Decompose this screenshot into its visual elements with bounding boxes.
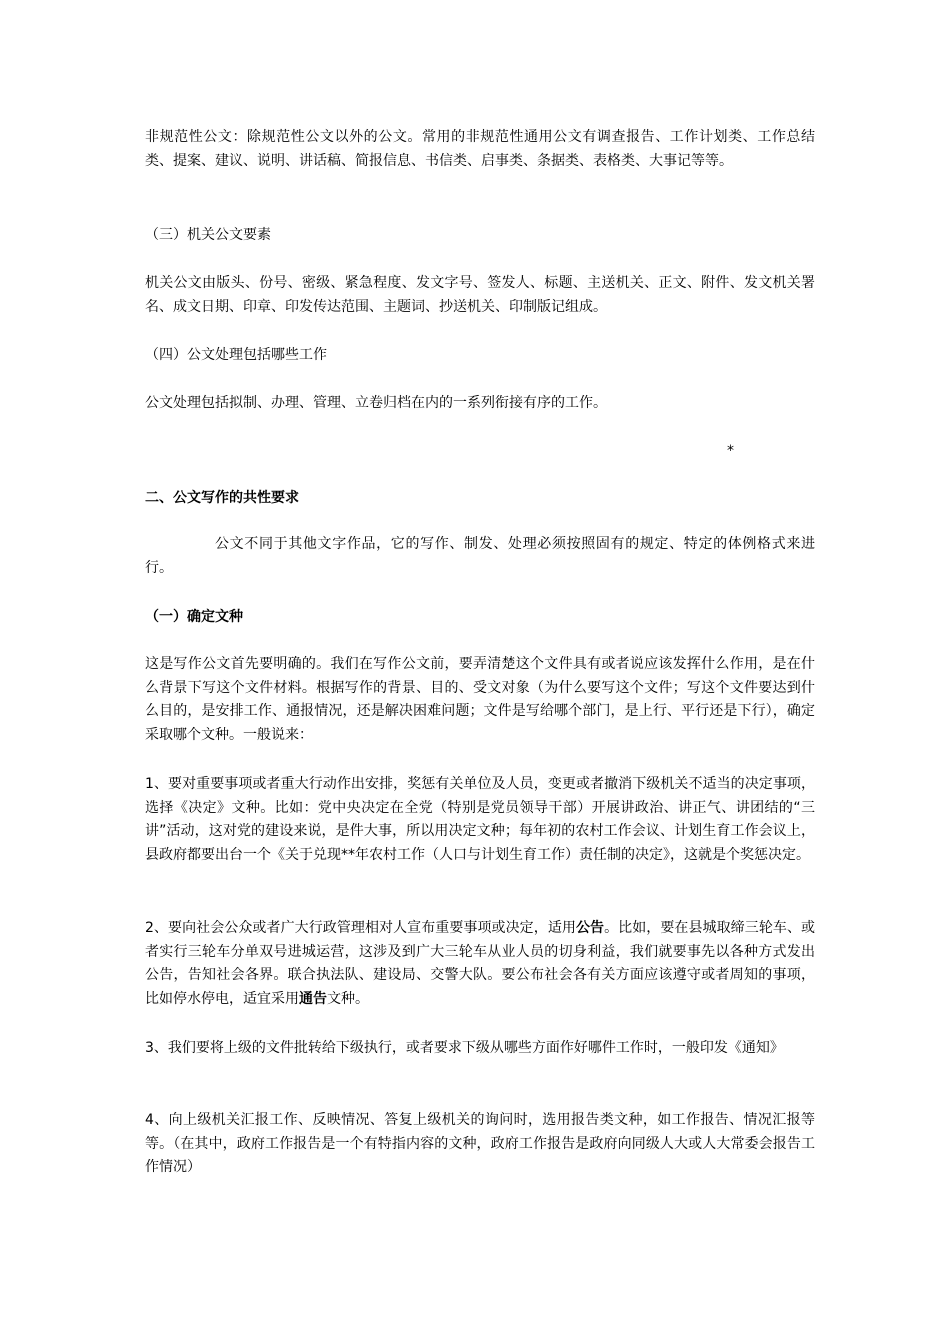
item2-bold-notice: 通告 bbox=[299, 990, 327, 1007]
paragraph-item-2-announcement bbox=[145, 917, 815, 1011]
heading-document-processing: （四）公文处理包括哪些工作 bbox=[145, 347, 327, 363]
heading-document-elements: （三）机关公文要素 bbox=[145, 227, 271, 243]
heading-section-two: 二、公文写作的共性要求 bbox=[145, 490, 299, 506]
paragraph-item-4-report: 4、向上级机关汇报工作、反映情况、答复上级机关的询问时，选用报告类文种，如工作报告、情况汇报等等。（在其中，政府工作报告是一个有特指内容的文种，政府工作报告是政府向同级人大或人大常委会报告工作情况） bbox=[145, 1112, 815, 1175]
heading-determine-document-type: （一）确定文种 bbox=[145, 609, 243, 625]
paragraph-item-1-decision: 1、要对重要事项或者重大行动作出安排，奖惩有关单位及人员，变更或者撤消下级机关不适当的决定事项，选择《决定》文种。比如：党中央决定在全党（特别是党员领导干部）开展讲政治、讲正气、讲团结的“三讲”活动，这对党的建设来说，是件大事，所以用决定文种；每年初的农村工作会议、计划生育工作会议上，县政府都要出台一个《关于兑现**年农村工作（人口与计划生育工作）责任制的决定》，这就是个奖惩决定。 bbox=[145, 776, 815, 863]
paragraph-nonstandard-documents: 非规范性公文：除规范性公文以外的公文。常用的非规范性通用公文有调查报告、工作计划类、工作总结类、提案、建议、说明、讲话稿、简报信息、书信类、启事类、条据类、表格类、大事记等等。 bbox=[145, 129, 815, 169]
paragraph-section-two-intro: 公文不同于其他文字作品，它的写作、制发、处理必须按照固有的规定、特定的体例格式来进行。 bbox=[145, 536, 815, 576]
item2-bold-announcement: 公告 bbox=[575, 920, 605, 936]
paragraph-item-3-notification: 3、我们要将上级的文件批转给下级执行，或者要求下级从哪些方面作好哪件工作时，一般印发《通知》 bbox=[145, 1040, 784, 1056]
item2-text-b: 。比如，要在县城取缔三轮车、或者实行三轮车分单双号进城运营，这涉及到广大三轮车从业人员的切身利益，我们就要事先以各种方式发出公告，告知社会各界。联合执法队、建设局、交警大队。要公布社会各有关方面应该遵守或者周知的事项，比如停水停电，适宜采用 bbox=[145, 920, 816, 1007]
paragraph-determine-type-intro: 这是写作公文首先要明确的。我们在写作公文前，要弄清楚这个文件具有或者说应该发挥什么作用，是在什么背景下写这个文件材料。根据写作的背景、目的、受文对象（为什么要写这个文件；写这个文件要达到什么目的，是安排工作、通报情况，还是解决困难问题；文件是写给哪个部门，是上行、平行还是下行），确定采取哪个文种。一般说来： bbox=[145, 656, 815, 743]
asterisk-mark: * bbox=[727, 443, 734, 459]
paragraph-document-processing: 公文处理包括拟制、办理、管理、立卷归档在内的一系列衔接有序的工作。 bbox=[145, 395, 607, 411]
paragraph-document-elements: 机关公文由版头、份号、密级、紧急程度、发文字号、签发人、标题、主送机关、正文、附件、发文机关署名、成文日期、印章、印发传达范围、主题词、抄送机关、印制版记组成。 bbox=[145, 275, 815, 315]
item2-text-c: 文种。 bbox=[327, 990, 369, 1007]
item2-text-a: 2、要向社会公众或者广大行政管理相对人宣布重要事项或决定，适用 bbox=[145, 920, 576, 936]
